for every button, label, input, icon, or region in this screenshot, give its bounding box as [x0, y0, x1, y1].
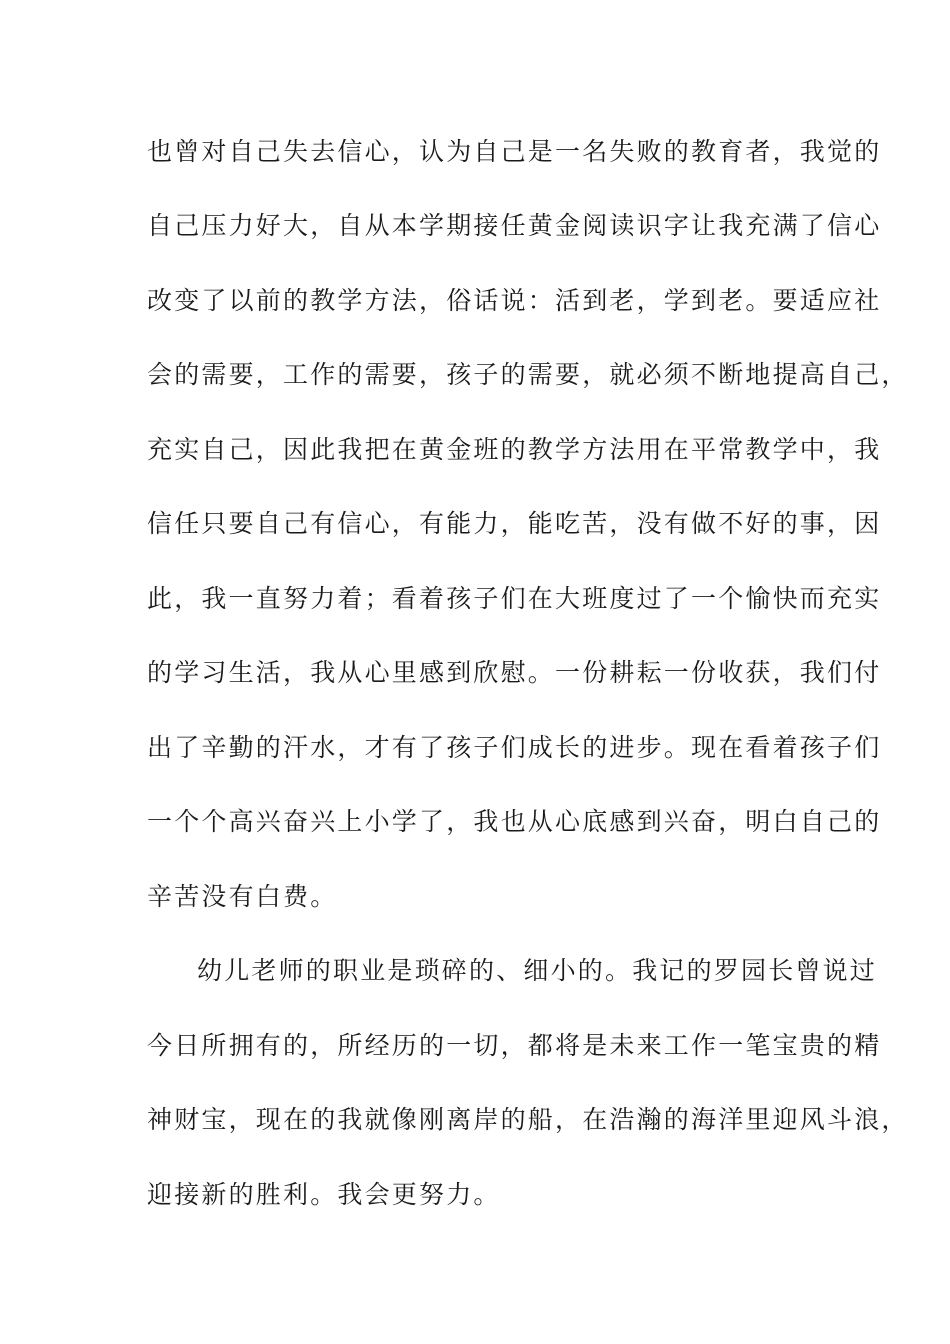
text-line: 辛苦没有白费。 [147, 882, 338, 911]
text-line: 今日所拥有的，所经历的一切，都将是未来工作一笔宝贵的精 [147, 1031, 882, 1060]
text-line: 充实自己，因此我把在黄金班的教学方法用在平常教学中，我 [147, 435, 882, 464]
text-line: 会的需要，工作的需要，孩子的需要，就必须不断地提高自己， [147, 360, 909, 389]
paragraph-first-line: 幼儿老师的职业是琐碎的、细小的。我记的罗园长曾说过 [197, 956, 878, 985]
text-line: 迎接新的胜利。我会更努力。 [147, 1180, 501, 1209]
text-line: 出了辛勤的汗水，才有了孩子们成长的进步。现在看着孩子们 [147, 733, 882, 762]
text-line: 改变了以前的教学方法，俗话说：活到老，学到老。要适应社 [147, 286, 882, 315]
text-line: 信任只要自己有信心，有能力，能吃苦，没有做不好的事，因 [147, 509, 882, 538]
text-line: 此，我一直努力着；看着孩子们在大班度过了一个愉快而充实 [147, 584, 882, 613]
text-line: 自己压力好大，自从本学期接任黄金阅读识字让我充满了信心 [147, 211, 882, 240]
text-line: 的学习生活，我从心里感到欣慰。一份耕耘一份收获，我们付 [147, 658, 882, 687]
text-line: 也曾对自己失去信心，认为自己是一名失败的教育者，我觉的 [147, 137, 882, 166]
text-line: 神财宝，现在的我就像刚离岸的船，在浩瀚的海洋里迎风斗浪， [147, 1105, 909, 1134]
text-line: 一个个高兴奋兴上小学了，我也从心底感到兴奋，明白自己的 [147, 807, 882, 836]
